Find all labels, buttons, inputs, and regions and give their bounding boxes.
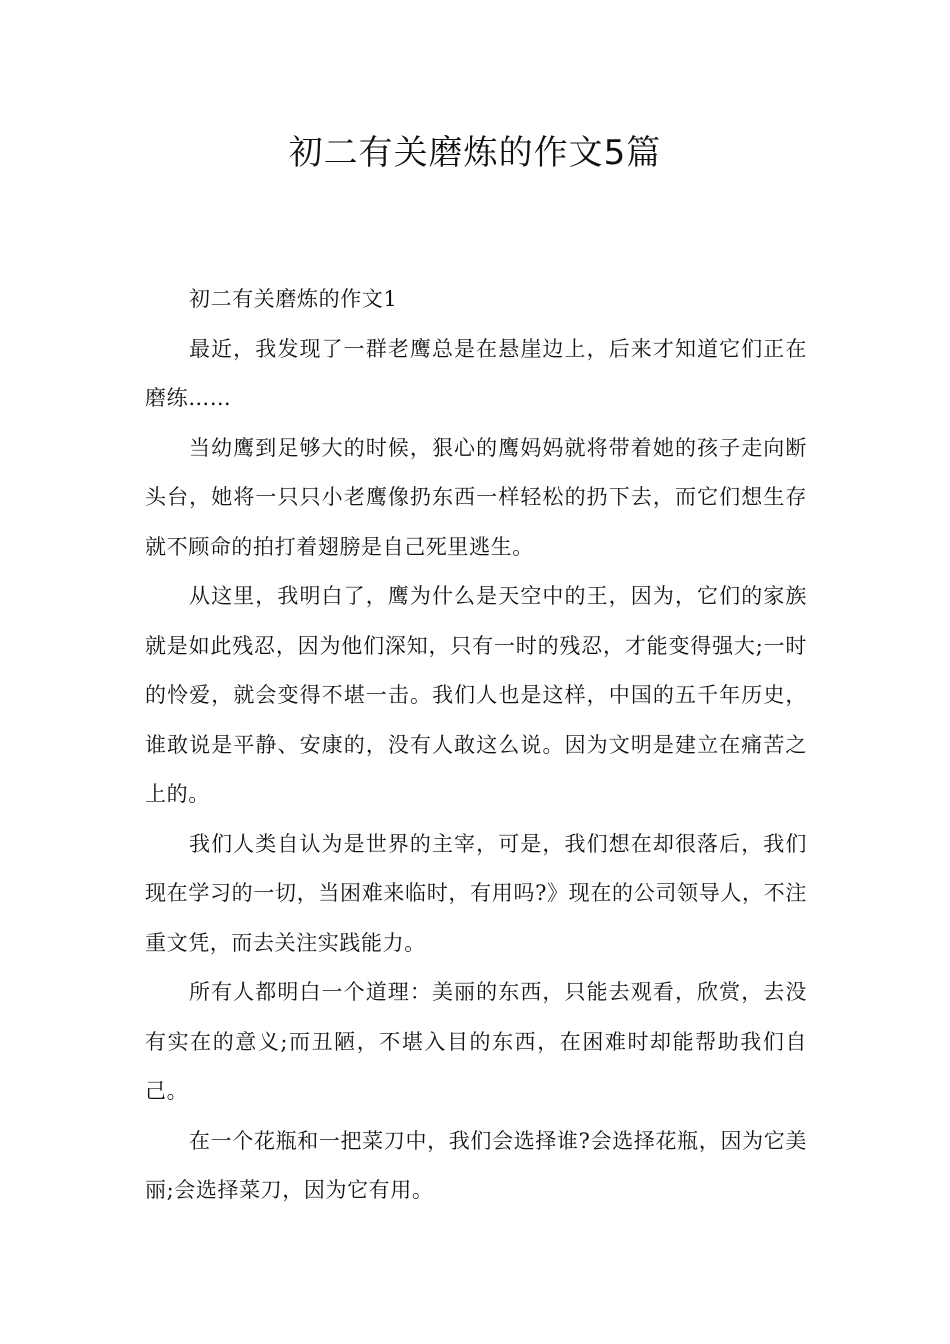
paragraph-2: 当幼鹰到足够大的时候，狠心的鹰妈妈就将带着她的孩子走向断头台，她将一只只小老鹰像扔东西一样轻松的扔下去，而它们想生存就不顾命的拍打着翅膀是自己死里逃生。 (145, 435, 807, 559)
document-title: 初二有关磨炼的作文5篇 (288, 133, 662, 173)
paragraph-3: 从这里，我明白了，鹰为什么是天空中的王，因为，它们的家族就是如此残忍，因为他们深知，只有一时的残忍，才能变得强大;一时的怜爱，就会变得不堪一击。我们人也是这样，中国的五千年历史，谁敢说是平静、安康的，没有人敢这么说。因为文明是建立在痛苦之上的。 (145, 584, 807, 806)
paragraph-5: 所有人都明白一个道理：美丽的东西，只能去观看，欣赏，去没有实在的意义;而丑陋，不堪入目的东西，在困难时却能帮助我们自己。 (145, 980, 807, 1103)
document-body (145, 275, 807, 1216)
paragraph-6: 在一个花瓶和一把菜刀中，我们会选择谁?会选择花瓶，因为它美丽;会选择菜刀，因为它有用。 (145, 1128, 807, 1202)
paragraph-1: 最近，我发现了一群老鹰总是在悬崖边上，后来才知道它们正在磨练…… (145, 336, 807, 410)
section-heading: 初二有关磨炼的作文1 (189, 287, 398, 311)
paragraph-4: 我们人类自认为是世界的主宰，可是，我们想在却很落后，我们现在学习的一切，当困难来临时，有用吗?》现在的公司领导人，不注重文凭，而去关注实践能力。 (145, 831, 807, 955)
